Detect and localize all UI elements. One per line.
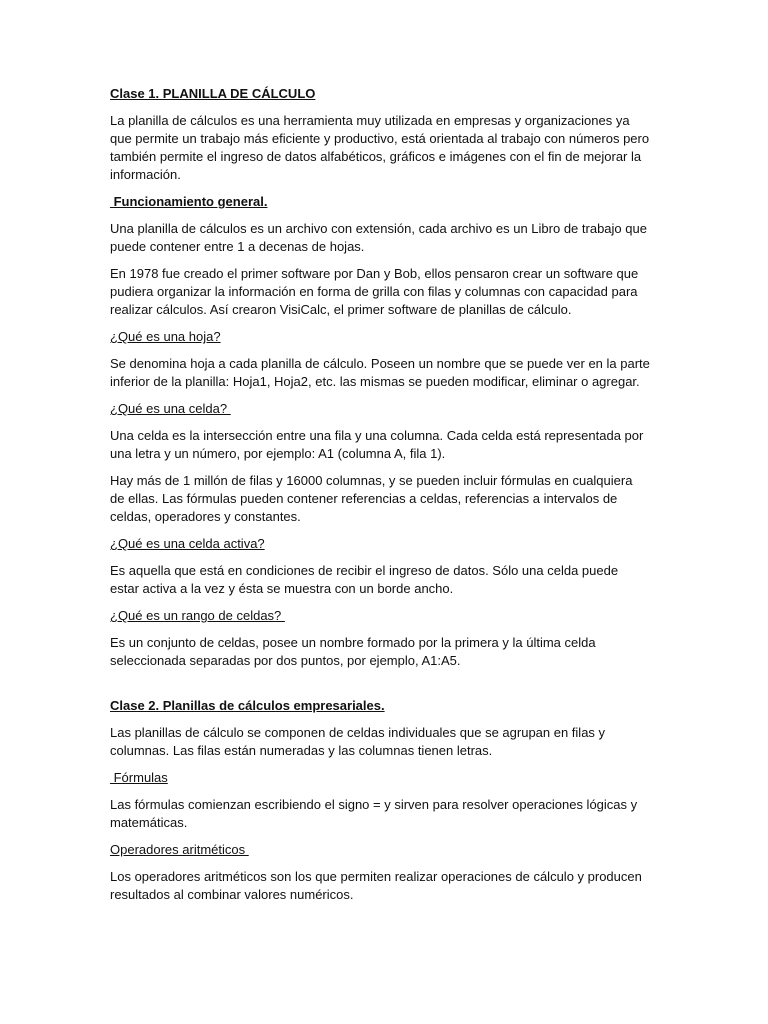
document-page: [110, 85, 650, 913]
clase2-title: Clase 2. Planillas de cálculos empresariales.: [110, 698, 385, 713]
funcionamiento-heading: Funcionamiento general.: [110, 194, 268, 209]
celda-activa-paragraph: Es aquella que está en condiciones de recibir el ingreso de datos. Sólo una celda puede estar activa a la vez y ésta se muestra con un borde ancho.: [110, 563, 619, 596]
rango-heading: ¿Qué es un rango de celdas?: [110, 608, 285, 623]
hoja-heading: ¿Qué es una hoja?: [110, 329, 221, 344]
operadores-paragraph: Los operadores aritméticos son los que permiten realizar operaciones de cálculo y producen resultados al combinar valores numéricos.: [110, 869, 642, 902]
operadores-heading: Operadores aritméticos: [110, 842, 249, 857]
celda-paragraph-2: Hay más de 1 millón de filas y 16000 columnas, y se pueden incluir fórmulas en cualquiera de ellas. Las fórmulas pueden contener referencias a celdas, referencias a intervalos de celdas, operadores y constantes.: [110, 473, 633, 524]
celda-activa-heading: ¿Qué es una celda activa?: [110, 536, 265, 551]
celda-heading: ¿Qué es una celda?: [110, 401, 231, 416]
clase1-title: Clase 1. PLANILLA DE CÁLCULO: [110, 86, 316, 101]
funcionamiento-paragraph-1: Una planilla de cálculos es un archivo con extensión, cada archivo es un Libro de trabajo que puede contener entre 1 a decenas de hojas.: [110, 221, 647, 254]
celda-paragraph-1: Una celda es la intersección entre una fila y una columna. Cada celda está representada por una letra y un número, por ejemplo: A1 (columna A, fila 1).: [110, 428, 644, 461]
section-spacer: [110, 679, 650, 697]
hoja-paragraph: Se denomina hoja a cada planilla de cálculo. Poseen un nombre que se puede ver en la parte inferior de la planilla: Hoja1, Hoja2, etc. las mismas se pueden modificar, eliminar o agregar.: [110, 356, 650, 389]
clase2-intro-paragraph: Las planillas de cálculo se componen de celdas individuales que se agrupan en filas y columnas. Las filas están numeradas y las columnas tienen letras.: [110, 725, 606, 758]
formulas-paragraph: Las fórmulas comienzan escribiendo el signo = y sirven para resolver operaciones lógicas y matemáticas.: [110, 797, 638, 830]
clase1-intro-paragraph: La planilla de cálculos es una herramienta muy utilizada en empresas y organizaciones ya que permite un trabajo más eficiente y productivo, está orientada al trabajo con números pero también permite el ingreso de datos alfabéticos, gráficos e imágenes con el fin de mejorar la información.: [110, 113, 650, 182]
rango-paragraph: Es un conjunto de celdas, posee un nombre formado por la primera y la última celda seleccionada separadas por dos puntos, por ejemplo, A1:A5.: [110, 635, 596, 668]
formulas-heading: Fórmulas: [110, 770, 168, 785]
funcionamiento-paragraph-2: En 1978 fue creado el primer software por Dan y Bob, ellos pensaron crear un software que pudiera organizar la información en forma de grilla con filas y columnas con capacidad para realizar cálculos. Así crearon VisiCalc, el primer software de planillas de cálculo.: [110, 266, 639, 317]
